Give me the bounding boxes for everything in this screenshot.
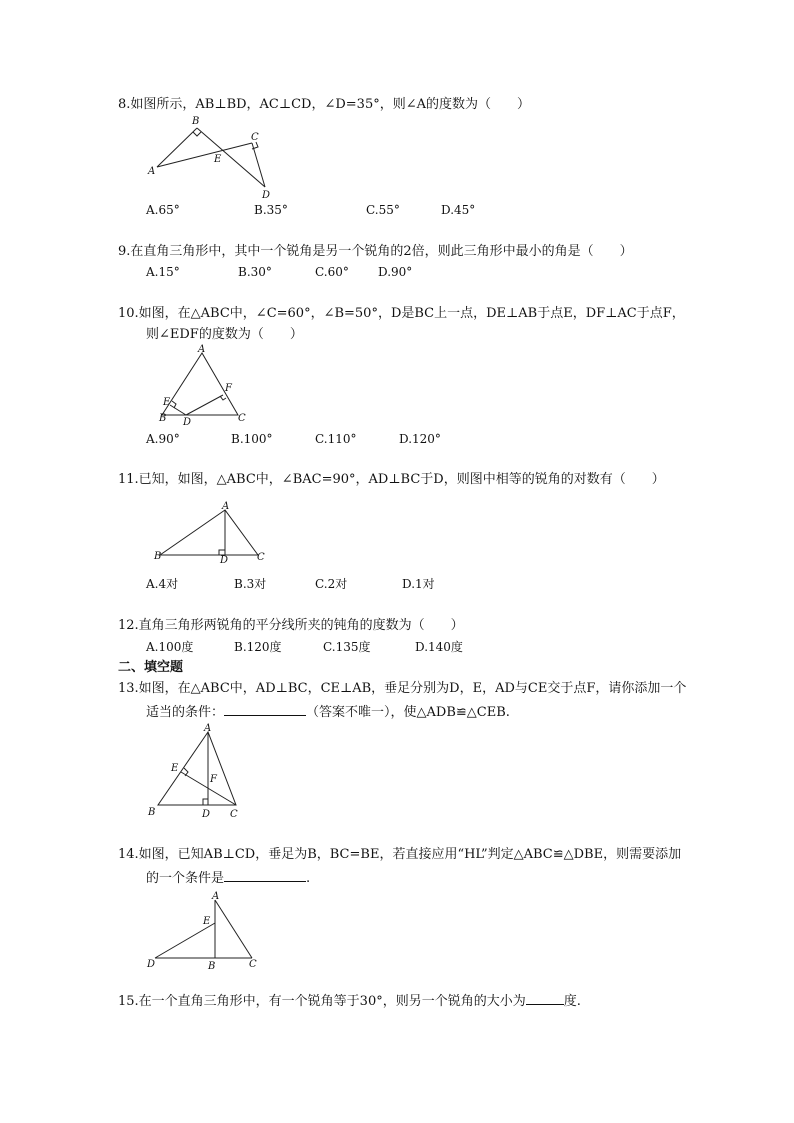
q14-suffix: .	[306, 871, 311, 886]
right-angle-b-mark	[193, 132, 201, 136]
label-d: D	[147, 959, 156, 970]
q15-answer-blank[interactable]	[526, 991, 564, 1005]
q13-prefix: 适当的条件：	[146, 705, 225, 720]
q14-prefix: 的一个条件是	[146, 871, 225, 886]
question-10-text: 10.如图，在△ABC中，∠C=60°，∠B=50°，D是BC上一点，DE⊥AB于点E，DF⊥AC于点F，	[118, 306, 685, 321]
q14-answer-blank[interactable]	[224, 868, 306, 882]
question-11-text: 11.已知，如图，△ABC中，∠BAC=90°，AD⊥BC于D，则图中相等的锐角的对数有（ ）	[118, 472, 665, 487]
label-f: F	[210, 774, 217, 785]
label-b: B	[159, 413, 167, 424]
q11-option-c[interactable]: C.2对	[315, 577, 348, 591]
question-10-figure	[150, 345, 260, 430]
question-15-text	[118, 991, 581, 1011]
q8-option-a[interactable]: A.65°	[146, 203, 180, 217]
q13-suffix: （答案不唯一），使△ADB≌△CEB.	[306, 705, 510, 720]
label-b: B	[208, 961, 216, 972]
segment-cd	[252, 143, 265, 187]
triangle-abc	[160, 510, 258, 555]
label-e: E	[163, 397, 171, 408]
label-d: D	[262, 190, 271, 201]
label-c: C	[251, 132, 259, 143]
label-b: B	[154, 551, 162, 562]
segment-de	[155, 923, 215, 958]
segment-ac	[215, 900, 252, 958]
label-c: C	[257, 552, 265, 563]
q12-option-c[interactable]: C.135度	[323, 640, 371, 654]
label-b: B	[148, 807, 156, 818]
q10-option-a[interactable]: A.90°	[146, 432, 180, 446]
segment-de	[170, 405, 186, 415]
label-d: D	[220, 555, 229, 566]
right-angle-f-mark	[220, 396, 226, 400]
label-c: C	[238, 413, 246, 424]
q13-answer-blank[interactable]	[224, 702, 306, 716]
right-angle-e-mark	[184, 768, 188, 776]
label-d: D	[183, 417, 192, 428]
question-13-text: 13.如图，在△ABC中，AD⊥BC，CE⊥AB，垂足分别为D，E，AD与CE交于点F，请你添加一个	[118, 681, 687, 696]
label-a: A	[212, 891, 220, 902]
question-14-text: 14.如图，已知AB⊥CD，垂足为B，BC=BE，若直接应用“HL”判定△ABC≌△DBE，则需要添加	[118, 847, 682, 862]
question-8-figure	[140, 112, 280, 202]
q10-option-d[interactable]: D.120°	[399, 432, 441, 446]
q9-option-d[interactable]: D.90°	[378, 265, 413, 279]
q11-option-b[interactable]: B.3对	[234, 577, 267, 591]
label-c: C	[230, 809, 238, 820]
question-13-figure	[140, 720, 250, 820]
triangle-abc	[158, 732, 236, 805]
q10-option-c[interactable]: C.110°	[315, 432, 357, 446]
label-e: E	[171, 763, 179, 774]
q9-option-b[interactable]: B.30°	[238, 265, 272, 279]
question-13-text-line2	[146, 702, 510, 722]
label-a: A	[148, 166, 156, 177]
label-c: C	[249, 959, 257, 970]
q11-option-d[interactable]: D.1对	[402, 577, 435, 591]
label-e: E	[214, 154, 222, 165]
q12-option-d[interactable]: D.140度	[415, 640, 463, 654]
label-a: A	[198, 344, 206, 355]
q9-option-c[interactable]: C.60°	[315, 265, 349, 279]
q15-suffix: 度.	[563, 994, 581, 1009]
q8-option-b[interactable]: B.35°	[254, 203, 288, 217]
section-2-heading: 二、填空题	[118, 660, 184, 675]
question-9-text: 9.在直角三角形中，其中一个锐角是另一个锐角的2倍，则此三角形中最小的角是（ ）	[118, 244, 633, 259]
right-angle-d-mark	[203, 799, 208, 805]
q10-option-b[interactable]: B.100°	[231, 432, 273, 446]
q9-option-a[interactable]: A.15°	[146, 265, 180, 279]
label-a: A	[204, 723, 212, 734]
q8-option-c[interactable]: C.55°	[366, 203, 400, 217]
label-d: D	[202, 809, 211, 820]
question-10-text-line2: 则∠EDF的度数为（ ）	[146, 327, 303, 342]
label-a: A	[222, 501, 230, 512]
question-14-text-line2	[146, 868, 310, 888]
segment-df	[186, 395, 223, 415]
label-e: E	[203, 916, 211, 927]
q15-prefix: 15.在一个直角三角形中，有一个锐角等于30°，则另一个锐角的大小为	[118, 994, 526, 1009]
question-14-figure	[140, 888, 270, 973]
question-12-text: 12.直角三角形两锐角的平分线所夹的钝角的度数为（ ）	[118, 618, 464, 633]
q12-option-b[interactable]: B.120度	[234, 640, 282, 654]
segment-ab	[157, 128, 197, 167]
question-8-text: 8.如图所示，AB⊥BD，AC⊥CD，∠D=35°，则∠A的度数为（ ）	[118, 97, 531, 112]
label-f: F	[225, 383, 232, 394]
label-b: B	[192, 116, 200, 127]
q8-option-d[interactable]: D.45°	[441, 203, 476, 217]
q12-option-a[interactable]: A.100度	[146, 640, 194, 654]
q11-option-a[interactable]: A.4对	[146, 577, 179, 591]
question-11-figure	[150, 500, 270, 568]
